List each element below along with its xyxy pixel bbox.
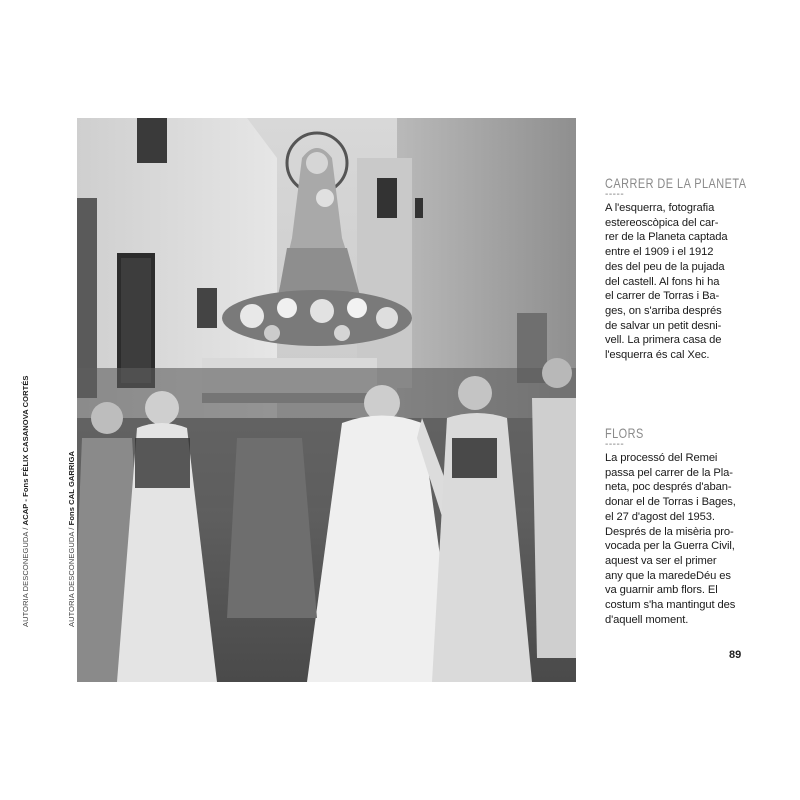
credit-author: AUTORIA DESCONEGUDA: [67, 531, 76, 627]
section-carrer-de-la-planeta: [605, 175, 745, 363]
credit-author: AUTORIA DESCONEGUDA: [21, 531, 30, 627]
page-number: 89: [729, 649, 742, 661]
procession-photo-icon: [77, 118, 576, 682]
section-body: La processó del Remei passa pel carrer de la Pla- neta, poc després d'aban- donar el de Torras i Bages, el 27 d'agost del 1953. Després de la misèria pro- vocada per la Guerra Civil, aquest va ser el primer any que la maredeDéu es va guarnir amb flors. El costum s'ha mantingut des d'aquell moment.: [605, 452, 736, 626]
section-divider: -----: [605, 189, 625, 200]
section-divider: -----: [605, 439, 625, 450]
credit-archive: ACAP - Fons FÈLIX CASANOVA CORTÉS: [21, 375, 30, 526]
photo-credit-right: AUTORIA DESCONEGUDA / Fons CAL GARRIGA: [67, 450, 76, 627]
section-title: CARRER DE LA PLANETA: [605, 175, 747, 191]
section-title: FLORS: [605, 425, 644, 441]
credit-archive: Fons CAL GARRIGA: [67, 450, 76, 526]
section-body: A l'esquerra, fotografia estereoscòpica del car- rer de la Planeta captada entre el 1909 i el 1912 des del peu de la pujada del castell. Al fons hi ha el carrer de Torras i Ba- ges, on s'arriba després de salvar un petit desni- vell. La primera casa de l'esquerra és cal Xec.: [605, 202, 728, 362]
photo-credit-left: AUTORIA DESCONEGUDA / ACAP - Fons FÈLIX CASANOVA CORTÉS: [21, 375, 30, 627]
section-flors: [605, 425, 745, 627]
procession-photo: [77, 118, 576, 682]
